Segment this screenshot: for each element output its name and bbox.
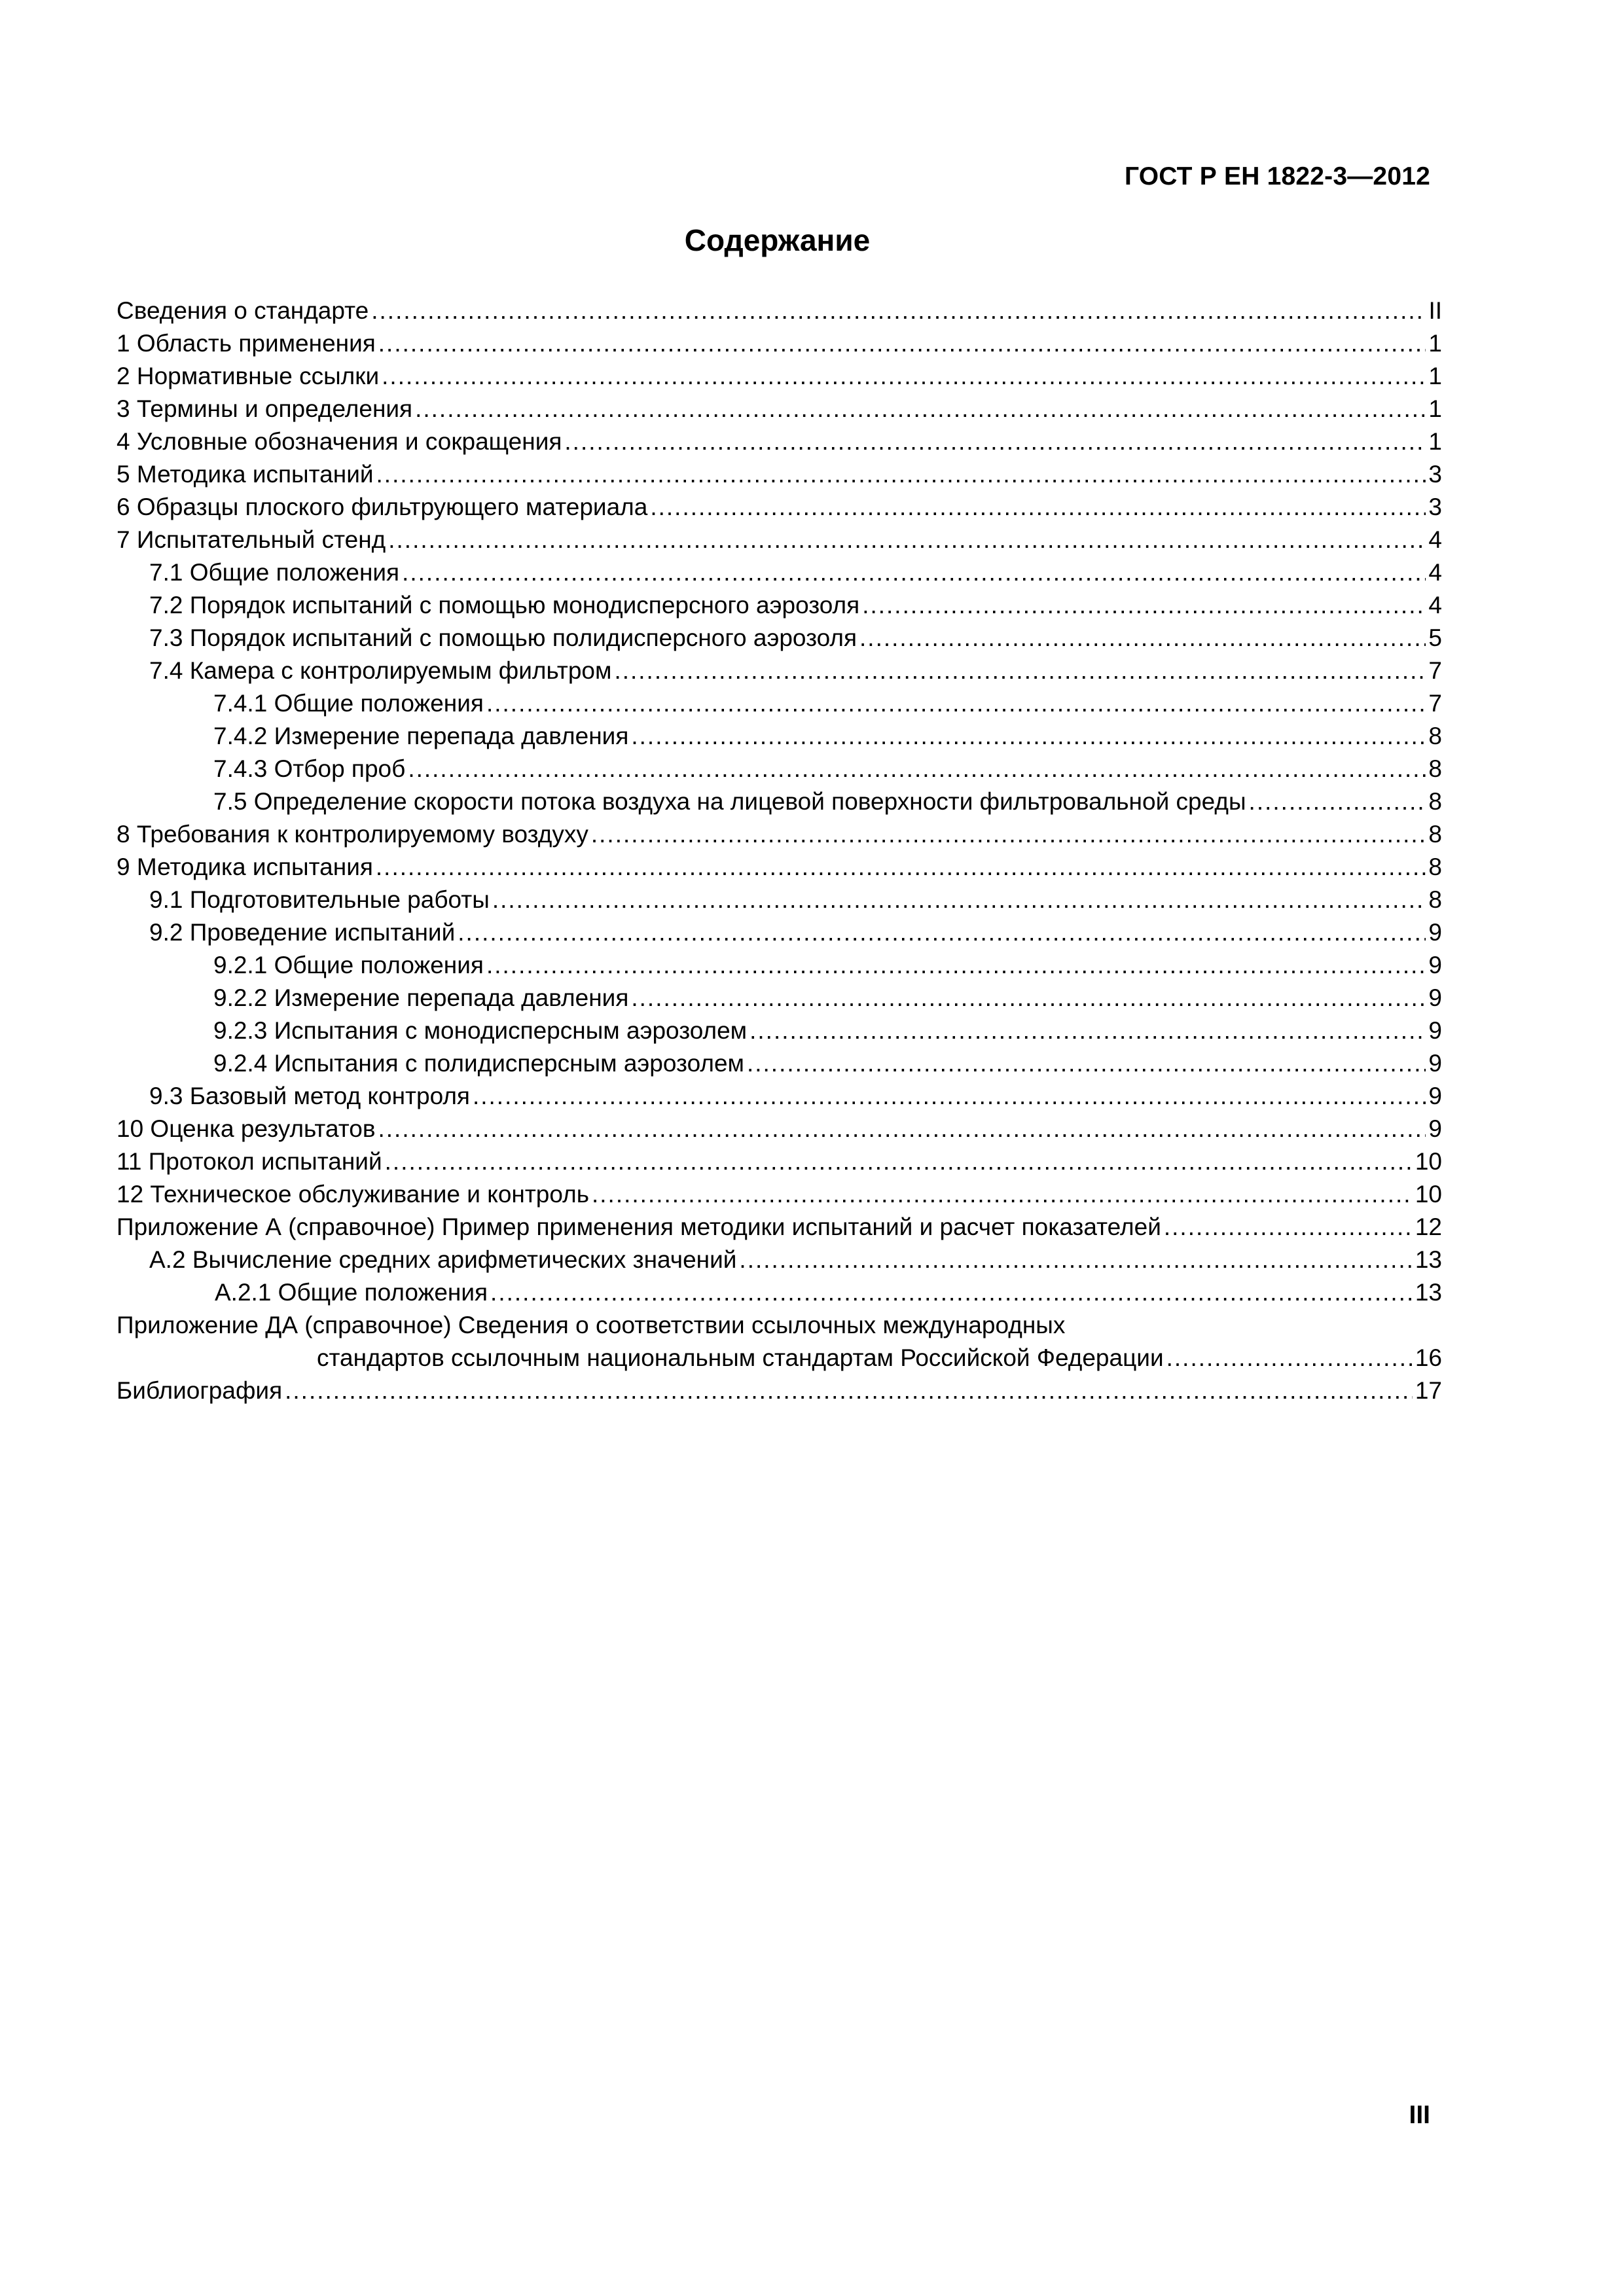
toc-entry-page: 3: [1428, 493, 1442, 520]
document-code: ГОСТ Р ЕН 1822-3—2012: [1124, 162, 1430, 190]
toc-entry[interactable]: [117, 425, 1442, 458]
toc-entry-page: 4: [1428, 559, 1442, 586]
toc-entry-page: 8: [1428, 821, 1442, 848]
toc-entry-title: 9.2 Проведение испытаний: [149, 919, 456, 946]
toc-entry[interactable]: [117, 393, 1442, 425]
toc-entry-title: 9.3 Базовый метод контроля: [149, 1083, 470, 1109]
toc-entry-page: 3: [1428, 461, 1442, 488]
toc-entry[interactable]: [117, 720, 1442, 753]
toc-entry[interactable]: [117, 916, 1442, 949]
toc-entry[interactable]: [117, 1374, 1442, 1407]
toc-entry-page: 1: [1428, 330, 1442, 357]
toc-entry-page: 9: [1428, 1083, 1442, 1109]
toc-entry-title: Библиография: [117, 1377, 283, 1404]
toc-entry-page: 5: [1428, 624, 1442, 651]
toc-leader-dots: [402, 556, 1426, 589]
toc-entry-title: 3 Термины и определения: [117, 395, 413, 422]
toc-leader-dots: [376, 851, 1426, 884]
toc-entry-page: 4: [1428, 526, 1442, 553]
toc-entry[interactable]: [117, 1080, 1442, 1113]
toc-entry-title: А.2.1 Общие положения: [215, 1279, 488, 1306]
toc-entry-continuation[interactable]: [117, 1342, 1442, 1374]
toc-entry-title: 10 Оценка результатов: [117, 1115, 376, 1142]
toc-entry[interactable]: [117, 458, 1442, 491]
toc-leader-dots: [591, 818, 1426, 851]
toc-entry[interactable]: [117, 589, 1442, 622]
toc-leader-dots: [749, 1014, 1426, 1047]
toc-entry-page: 8: [1428, 886, 1442, 913]
toc-leader-dots: [415, 393, 1426, 425]
toc-entry-title: 9.1 Подготовительные работы: [149, 886, 490, 913]
toc-entry-title: 7.4.2 Измерение перепада давления: [213, 723, 629, 749]
toc-entry[interactable]: [117, 524, 1442, 556]
toc-leader-dots: [376, 458, 1426, 491]
toc-entry[interactable]: [117, 949, 1442, 982]
toc-entry[interactable]: [117, 851, 1442, 884]
toc-entry-page: 13: [1415, 1246, 1442, 1273]
toc-entry-title: 2 Нормативные ссылки: [117, 363, 380, 389]
toc-entry-page: 12: [1415, 1213, 1442, 1240]
toc-entry-page: 4: [1428, 592, 1442, 619]
toc-entry[interactable]: [117, 1047, 1442, 1080]
toc-entry-page: 17: [1415, 1377, 1442, 1404]
toc-entry-title: А.2 Вычисление средних арифметических значений: [149, 1246, 737, 1273]
toc-entry-title: 7.4.1 Общие положения: [213, 690, 484, 717]
toc-entry-page: 10: [1415, 1148, 1442, 1175]
toc-title: Содержание: [684, 223, 871, 257]
toc-leader-dots: [473, 1080, 1426, 1113]
toc-entry[interactable]: [117, 1014, 1442, 1047]
toc-entry-title: 7.2 Порядок испытаний с помощью монодисперсного аэрозоля: [149, 592, 860, 619]
toc-entry-title: 12 Техническое обслуживание и контроль: [117, 1181, 589, 1208]
toc-leader-dots: [378, 327, 1426, 360]
toc-entry-page: 9: [1428, 1050, 1442, 1077]
toc-entry[interactable]: [117, 295, 1442, 327]
toc-entry[interactable]: [117, 884, 1442, 916]
page-number: III: [1409, 2101, 1430, 2129]
toc-entry-title: 4 Условные обозначения и сокращения: [117, 428, 562, 455]
toc-entry-title: 5 Методика испытаний: [117, 461, 374, 488]
toc-entry-title: 8 Требования к контролируемому воздуху: [117, 821, 588, 848]
toc-entry-title: 9.2.3 Испытания с монодисперсным аэрозолем: [213, 1017, 748, 1044]
toc-entry-page: 9: [1428, 1115, 1442, 1142]
toc-leader-dots: [614, 655, 1426, 687]
toc-entry[interactable]: [117, 556, 1442, 589]
toc-entry[interactable]: [117, 1178, 1442, 1211]
toc-entry[interactable]: [117, 1244, 1442, 1276]
toc-entry-title: Сведения о стандарте: [117, 297, 369, 324]
toc-entry[interactable]: [117, 360, 1442, 393]
toc-entry-page: 8: [1428, 788, 1442, 815]
toc-entry[interactable]: [117, 1113, 1442, 1145]
toc-entry-page: 8: [1428, 723, 1442, 749]
toc-leader-dots: [650, 491, 1426, 524]
toc-entry-title: 7.3 Порядок испытаний с помощью полидисперсного аэрозоля: [149, 624, 857, 651]
toc-entry-page: 9: [1428, 952, 1442, 978]
toc-leader-dots: [739, 1244, 1412, 1276]
toc-leader-dots: [408, 753, 1426, 785]
toc-entry-page: 1: [1428, 395, 1442, 422]
toc-entry-page: 7: [1428, 690, 1442, 717]
toc-entry-title: 9 Методика испытания: [117, 853, 373, 880]
toc-entry-page: II: [1428, 297, 1442, 324]
toc-entry[interactable]: [117, 1276, 1442, 1309]
table-of-contents: [117, 295, 1442, 1407]
toc-entry-title: 7.5 Определение скорости потока воздуха на лицевой поверхности фильтровальной среды: [213, 788, 1246, 815]
toc-entry[interactable]: [117, 818, 1442, 851]
toc-entry-page: 9: [1428, 984, 1442, 1011]
toc-entry-page: 8: [1428, 755, 1442, 782]
toc-entry-title: 1 Область применения: [117, 330, 376, 357]
toc-entry-page: 1: [1428, 363, 1442, 389]
toc-entry-page: 1: [1428, 428, 1442, 455]
toc-entry[interactable]: [117, 1211, 1442, 1244]
toc-leader-dots: [747, 1047, 1426, 1080]
toc-leader-dots: [859, 622, 1426, 655]
toc-leader-dots: [862, 589, 1426, 622]
toc-entry-page: 10: [1415, 1181, 1442, 1208]
toc-entry-title: 9.2.2 Измерение перепада давления: [213, 984, 629, 1011]
toc-entry[interactable]: [117, 687, 1442, 720]
toc-entry-page: 9: [1428, 919, 1442, 946]
toc-entry-page: 7: [1428, 657, 1442, 684]
toc-leader-dots: [486, 687, 1426, 720]
toc-entry[interactable]: [117, 491, 1442, 524]
toc-entry-page: 9: [1428, 1017, 1442, 1044]
toc-leader-dots: [631, 982, 1426, 1014]
toc-entry-page: 16: [1415, 1344, 1442, 1371]
toc-entry-title: 9.2.1 Общие положения: [213, 952, 484, 978]
toc-entry-title-continuation: стандартов ссылочным национальным стандартам Российской Федерации: [317, 1344, 1164, 1371]
toc-entry[interactable]: [117, 327, 1442, 360]
toc-leader-dots: [382, 360, 1426, 393]
toc-entry-page: 13: [1415, 1279, 1442, 1306]
toc-entry-title: Приложение ДА (справочное) Сведения о соответствии ссылочных международных: [117, 1312, 1066, 1338]
toc-leader-dots: [492, 884, 1426, 916]
toc-entry-title: 7.4.3 Отбор проб: [213, 755, 406, 782]
toc-entry[interactable]: [117, 1145, 1442, 1178]
toc-leader-dots: [1164, 1211, 1413, 1244]
toc-leader-dots: [486, 949, 1426, 982]
toc-leader-dots: [385, 1145, 1413, 1178]
toc-entry[interactable]: [117, 753, 1442, 785]
toc-leader-dots: [592, 1178, 1413, 1211]
toc-leader-dots: [371, 295, 1426, 327]
toc-leader-dots: [458, 916, 1426, 949]
toc-leader-dots: [564, 425, 1426, 458]
toc-entry[interactable]: [117, 655, 1442, 687]
toc-leader-dots: [631, 720, 1426, 753]
toc-entry[interactable]: [117, 622, 1442, 655]
toc-entry[interactable]: [117, 785, 1442, 818]
toc-entry-title: 7.1 Общие положения: [149, 559, 400, 586]
toc-entry-title: 9.2.4 Испытания с полидисперсным аэрозолем: [213, 1050, 744, 1077]
toc-entry-first-line[interactable]: [117, 1309, 1442, 1342]
toc-entry-title: 11 Протокол испытаний: [117, 1148, 382, 1175]
toc-leader-dots: [285, 1374, 1413, 1407]
toc-entry-title: Приложение А (справочное) Пример применения методики испытаний и расчет показателей: [117, 1213, 1161, 1240]
toc-entry-title: 6 Образцы плоского фильтрующего материала: [117, 493, 648, 520]
toc-leader-dots: [378, 1113, 1426, 1145]
toc-entry[interactable]: [117, 982, 1442, 1014]
toc-entry-page: 8: [1428, 853, 1442, 880]
toc-leader-dots: [1166, 1342, 1413, 1374]
toc-leader-dots: [490, 1276, 1413, 1309]
toc-entry-title: 7 Испытательный стенд: [117, 526, 386, 553]
toc-leader-dots: [388, 524, 1426, 556]
toc-leader-dots: [1249, 785, 1426, 818]
toc-entry-title: 7.4 Камера с контролируемым фильтром: [149, 657, 612, 684]
